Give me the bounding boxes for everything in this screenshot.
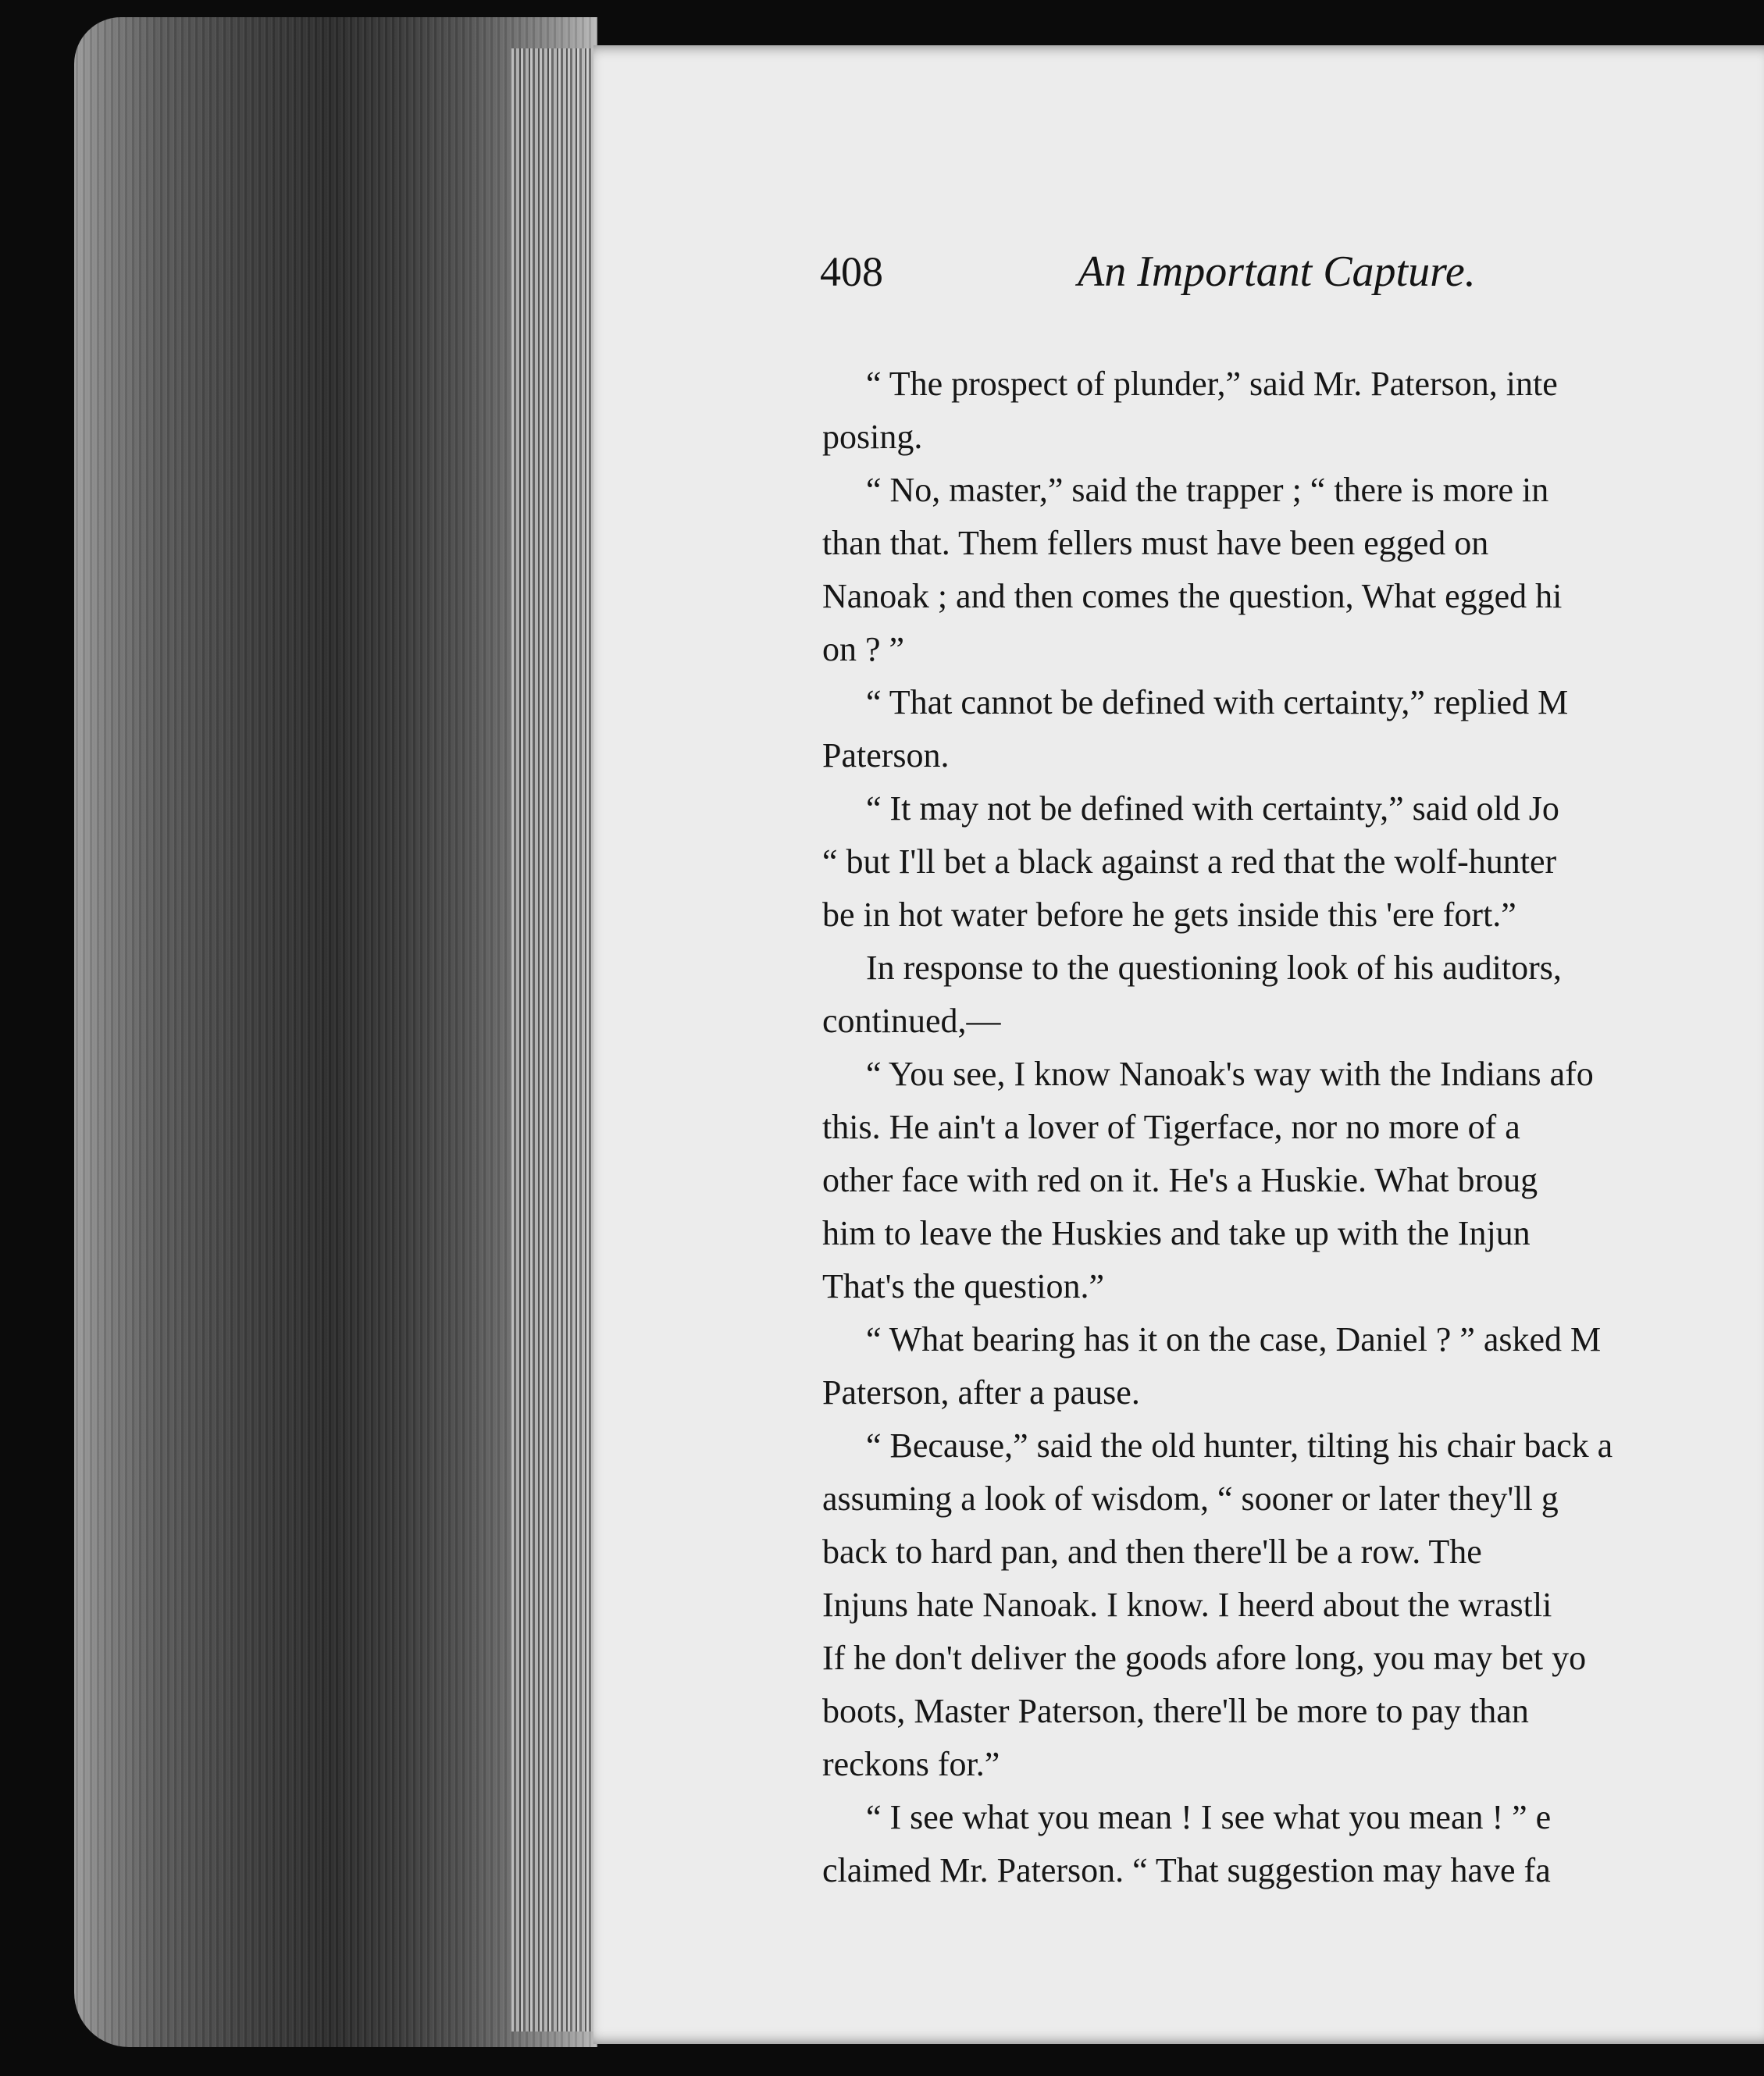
text-line: be in hot water before he gets inside this 'ere fort.” <box>822 896 1516 934</box>
text-line: “ The prospect of plunder,” said Mr. Paterson, inte <box>866 365 1558 403</box>
text-line: Nanoak ; and then comes the question, What egged hi <box>822 577 1563 615</box>
text-line: “ You see, I know Nanoak's way with the Indians afo <box>866 1055 1594 1093</box>
text-line: “ No, master,” said the trapper ; “ there is more in <box>866 471 1549 509</box>
book-page <box>593 45 1764 2044</box>
text-line: back to hard pan, and then there'll be a row. The <box>822 1533 1482 1571</box>
text-line: claimed Mr. Paterson. “ That suggestion may have fa <box>822 1851 1551 1889</box>
text-line: assuming a look of wisdom, “ sooner or later they'll g <box>822 1480 1559 1518</box>
text-line: “ but I'll bet a black against a red that the wolf-hunter <box>822 842 1557 881</box>
text-line: posing. <box>822 418 923 456</box>
running-head <box>820 237 1764 307</box>
text-line: Injuns hate Nanoak. I know. I heerd about the wrastli <box>822 1586 1552 1624</box>
text-line: this. He ain't a lover of Tigerface, nor no more of a <box>822 1108 1520 1146</box>
text-line: If he don't deliver the goods afore long, you may bet yo <box>822 1639 1587 1677</box>
text-line: reckons for.” <box>822 1745 1000 1783</box>
text-line: than that. Them fellers must have been egged on <box>822 524 1489 562</box>
text-line: on ? ” <box>822 630 905 668</box>
text-line: “ I see what you mean ! I see what you mean ! ” e <box>866 1798 1552 1836</box>
text-line: “ It may not be defined with certainty,” said old Jo <box>866 789 1559 828</box>
text-line: “ What bearing has it on the case, Daniel ? ” asked M <box>866 1320 1602 1358</box>
text-line: In response to the questioning look of his auditors, <box>866 949 1562 987</box>
text-line: “ Because,” said the old hunter, tilting his chair back a <box>866 1426 1613 1465</box>
text-line: Paterson. <box>822 736 950 774</box>
body-text <box>822 358 1764 1897</box>
text-line: “ That cannot be defined with certainty,” replied M <box>866 683 1569 721</box>
text-line: boots, Master Paterson, there'll be more to pay than <box>822 1692 1529 1730</box>
page-number: 408 <box>820 248 883 295</box>
text-line: other face with red on it. He's a Huskie. What broug <box>822 1161 1538 1199</box>
book-page-edges <box>74 17 597 2047</box>
text-line: That's the question.” <box>822 1267 1105 1305</box>
page-heading: An Important Capture. <box>1078 247 1476 296</box>
text-line: him to leave the Huskies and take up with the Injun <box>822 1214 1531 1252</box>
text-line: Paterson, after a pause. <box>822 1373 1140 1412</box>
text-line: continued,— <box>822 1002 1001 1040</box>
